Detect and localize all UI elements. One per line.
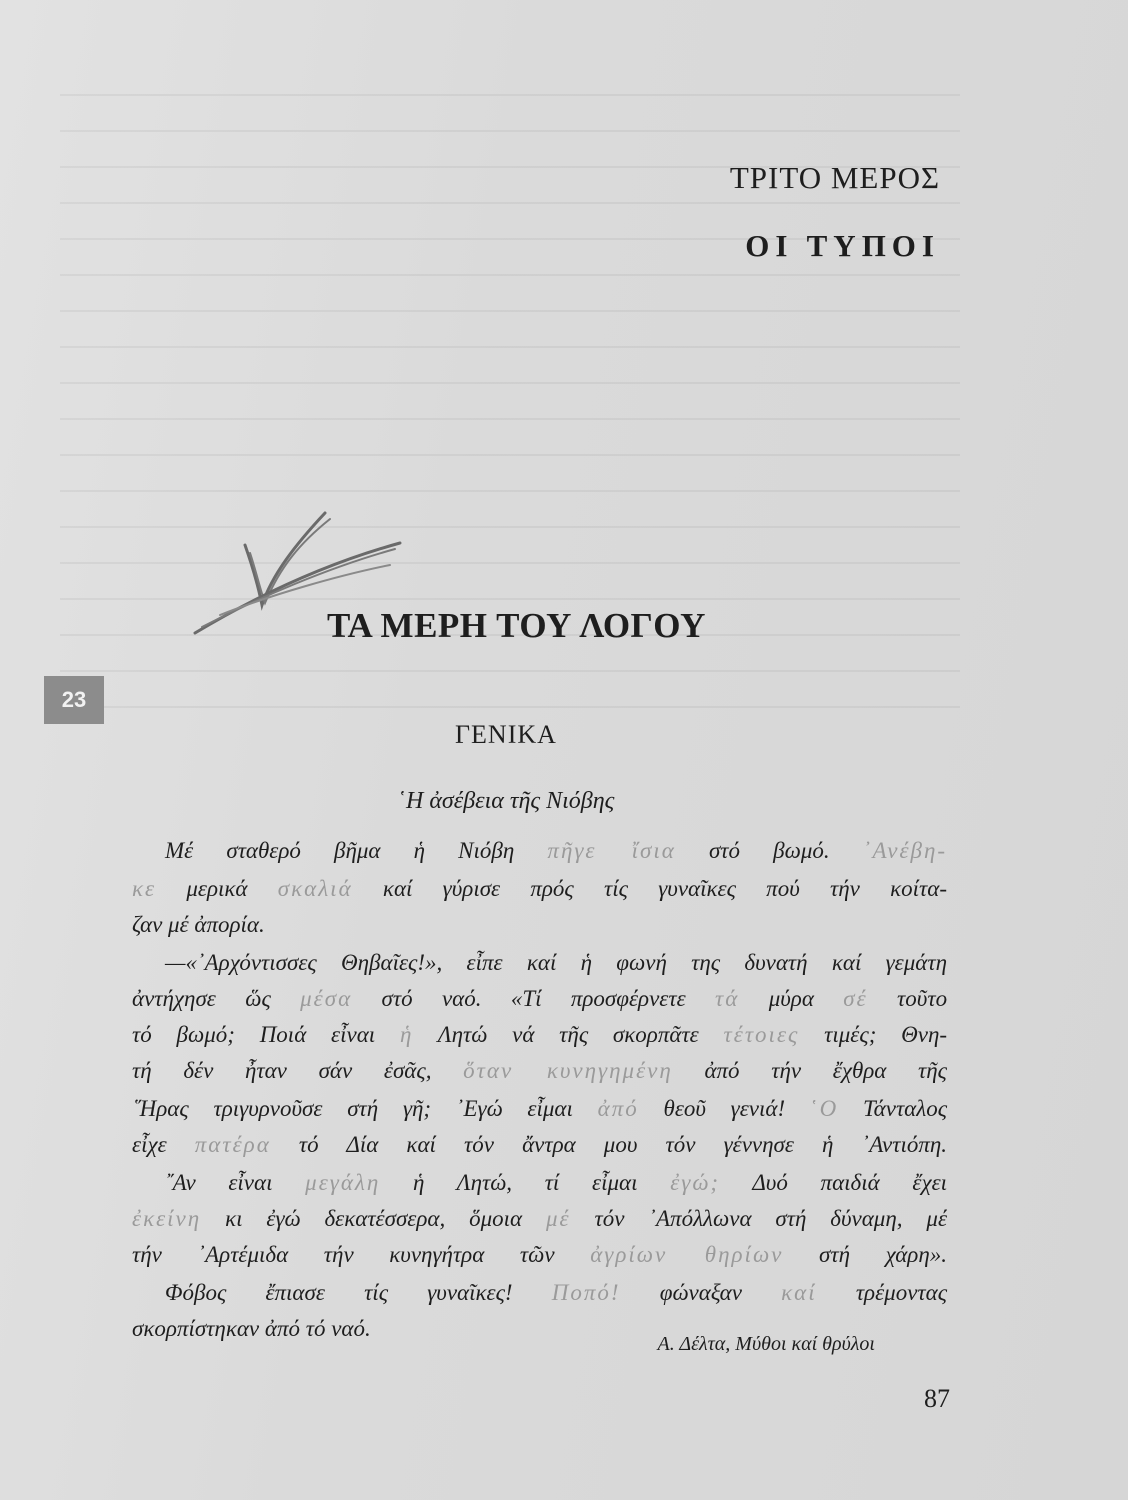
highlighted-word: μέ: [546, 1206, 571, 1231]
text-segment: κι ἐγώ δεκατέσσερα, ὅμοια: [225, 1206, 523, 1231]
highlighted-word: σέ: [843, 986, 868, 1011]
lesson-number-badge: 23: [44, 676, 104, 724]
section-title: ΤΑ ΜΕΡΗ ΤΟΥ ΛΟΓΟΥ: [327, 606, 706, 645]
highlighted-word: ἀγρίων θηρίων: [590, 1242, 784, 1267]
text-segment: τοῦτο: [897, 986, 948, 1011]
highlighted-word: ἀπό: [597, 1096, 639, 1121]
text-segment: στό βωμό.: [708, 838, 830, 863]
text-segment: φώναξαν: [659, 1280, 742, 1305]
text-segment: στή χάρη».: [819, 1242, 947, 1267]
text-segment: θεοῦ γενιά!: [663, 1096, 786, 1121]
text-segment: στό ναό. «Τί προσφέρνετε: [381, 986, 686, 1011]
text-segment: σκορπίστηκαν ἀπό τό ναό.: [132, 1316, 371, 1341]
text-segment: Τάνταλος: [862, 1096, 948, 1121]
text-segment: τήν ᾿Αρτέμιδα τήν κυνηγήτρα τῶν: [132, 1242, 555, 1267]
subsection-title: ΓΕΝΙΚΑ: [455, 720, 557, 749]
text-segment: ῎Αν εἶναι: [165, 1170, 273, 1195]
highlighted-word: σκαλιά: [277, 876, 353, 901]
text-segment: ἀπό τήν ἔχθρα τῆς: [704, 1058, 948, 1083]
text-segment: Δυό παιδιά ἔχει: [752, 1170, 948, 1195]
highlighted-word: πατέρα: [194, 1132, 271, 1157]
text-segment: ῞Ηρας τριγυρνοῦσε στή γῆ; ᾿Εγώ εἶμαι: [132, 1096, 573, 1121]
text-line: [132, 1022, 947, 1048]
text-segment: —«᾿Αρχόντισσες Θηβαῖες!», εἶπε καί ἡ φωνή της δυνατή καί γεμάτη: [165, 950, 947, 975]
highlighted-word: πῆγε ἴσια: [547, 838, 676, 863]
text-line: [132, 1096, 947, 1122]
highlighted-word: μέσα: [300, 986, 353, 1011]
text-segment: τιμές; Θνη-: [824, 1022, 948, 1047]
highlighted-word: ἐγώ;: [670, 1170, 721, 1195]
text-line: [132, 876, 947, 902]
text-segment: Μέ σταθερό βῆμα ἡ Νιόβη: [165, 838, 515, 863]
types-title: ΟΙ ΤΥΠΟΙ: [745, 228, 940, 263]
text-line: [165, 950, 947, 976]
text-line: [132, 1132, 947, 1158]
text-line: [165, 838, 947, 864]
text-segment: ἡ Λητώ, τί εἶμαι: [413, 1170, 638, 1195]
text-line: [132, 1242, 947, 1268]
text-line: [132, 912, 947, 938]
text-segment: τό Δία καί τόν ἄντρα μου τόν γέννησε ἡ ᾿Αντιόπη.: [298, 1132, 948, 1157]
highlighted-word: ἡ: [399, 1022, 414, 1047]
text-line: [165, 1170, 947, 1196]
highlighted-word: ῾Ο: [809, 1096, 839, 1121]
text-line: [132, 1206, 947, 1232]
highlighted-word: μεγάλη: [305, 1170, 381, 1195]
text-segment: μερικά: [186, 876, 248, 901]
text-segment: τό βωμό; Ποιά εἶναι: [132, 1022, 376, 1047]
text-segment: Λητώ νά τῆς σκορπᾶτε: [437, 1022, 699, 1047]
text-segment: ζαν μέ ἀπορία.: [132, 912, 265, 937]
story-title: ῾Η ἀσέβεια τῆς Νιόβης: [398, 788, 615, 814]
highlighted-word: ᾿Ανέβη-: [862, 838, 948, 863]
text-line: [132, 1058, 947, 1084]
text-line: [132, 986, 947, 1012]
text-segment: Φόβος ἔπιασε τίς γυναῖκες!: [165, 1280, 513, 1305]
highlighted-word: ἐκείνη: [132, 1206, 202, 1231]
page-number: 87: [924, 1384, 950, 1413]
text-line: [165, 1280, 947, 1306]
text-segment: τή δέν ἦταν σάν ἐσᾶς,: [132, 1058, 432, 1083]
part-title: ΤΡΙΤΟ ΜΕΡΟΣ: [729, 160, 940, 195]
text-segment: μύρα: [768, 986, 814, 1011]
highlighted-word: τέτοιες: [723, 1022, 800, 1047]
source-citation: Α. Δέλτα, Μύθοι καί θρύλοι: [657, 1333, 875, 1355]
highlighted-word: καί: [781, 1280, 817, 1305]
text-segment: εἶχε: [132, 1132, 167, 1157]
highlighted-word: τά: [715, 986, 740, 1011]
text-segment: τόν ᾿Απόλλωνα στή δύναμη, μέ: [594, 1206, 948, 1231]
highlighted-word: ὅταν κυνηγημένη: [463, 1058, 673, 1083]
highlighted-word: Ποπό!: [551, 1280, 621, 1305]
text-segment: καί γύρισε πρός τίς γυναῖκες πού τήν κοίτα-: [382, 876, 948, 901]
highlighted-word: κε: [132, 876, 157, 901]
text-segment: τρέμοντας: [855, 1280, 948, 1305]
text-segment: ἀντήχησε ὥς: [132, 986, 271, 1011]
